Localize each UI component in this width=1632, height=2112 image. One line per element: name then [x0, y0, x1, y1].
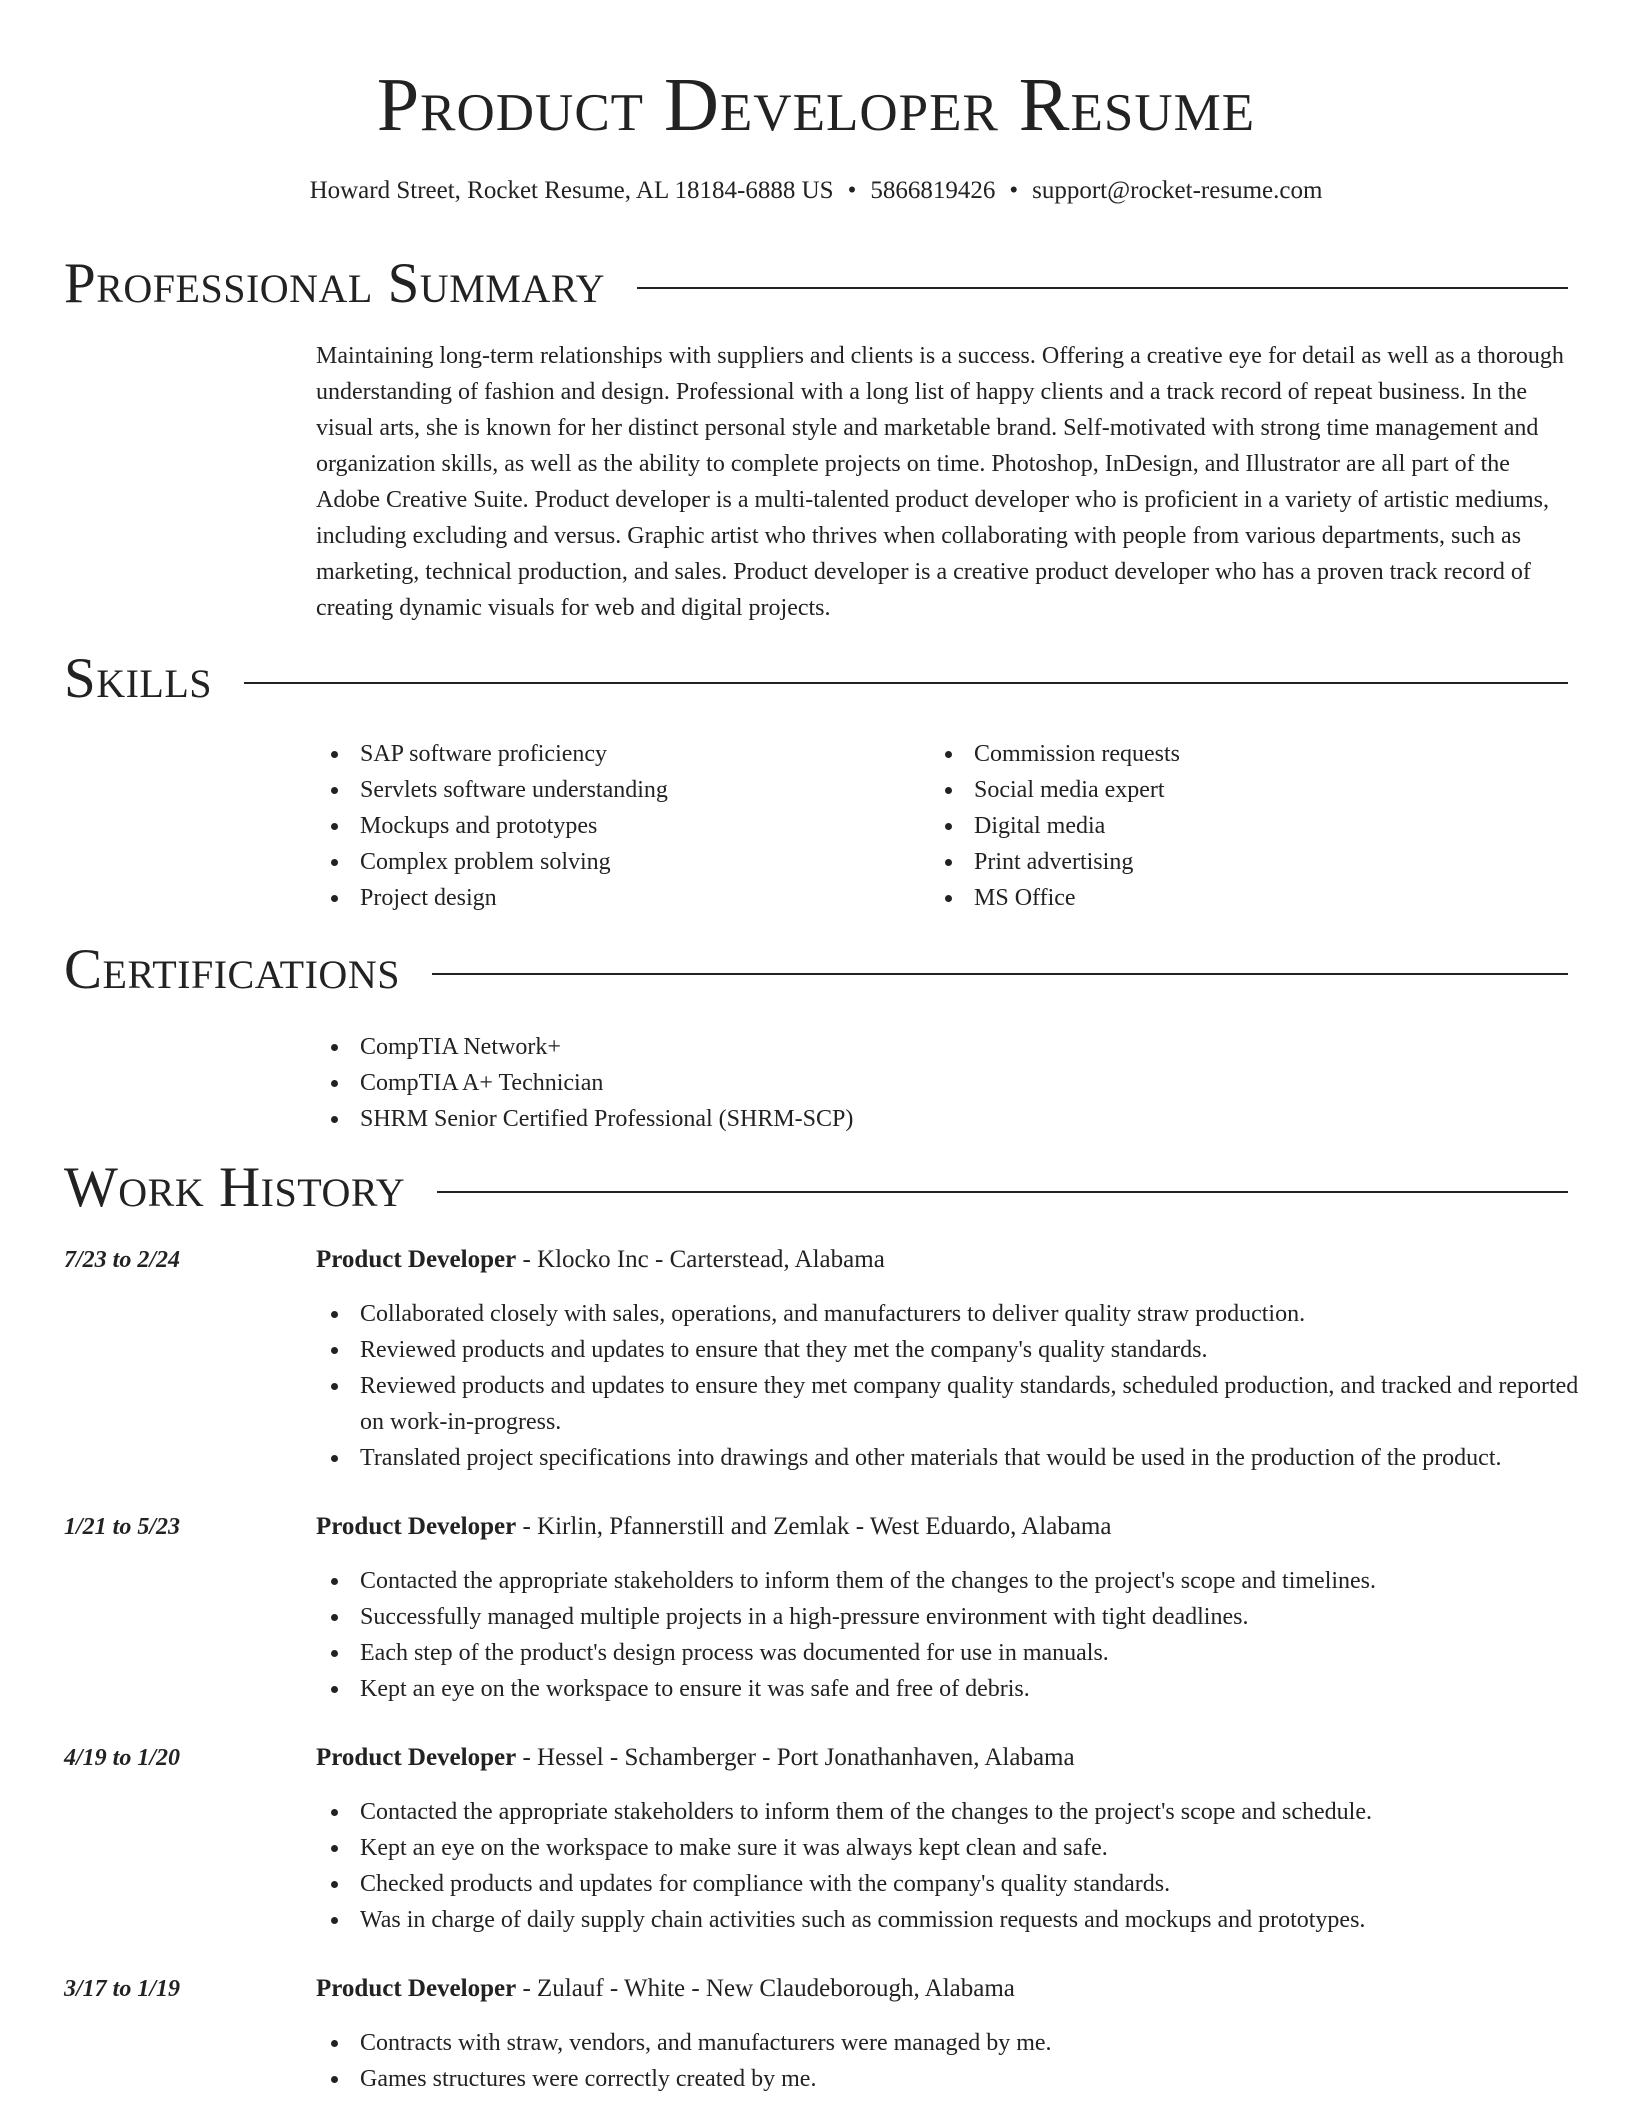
certification-item: SHRM Senior Certified Professional (SHRM-SCP) [316, 1101, 853, 1137]
work-history-section-header [64, 1156, 1568, 1220]
skill-item: MS Office [930, 880, 1180, 916]
contact-address: Howard Street, Rocket Resume, AL 18184-6888 US [309, 177, 834, 204]
job-dates: 3/17 to 1/19 [64, 1976, 181, 2002]
section-divider [432, 973, 1568, 975]
job-bullet: Contacted the appropriate stakeholders to inform them of the changes to the project's scope and timelines. [316, 1563, 1581, 1599]
job-dates: 4/19 to 1/20 [64, 1745, 181, 1771]
job-bullets [316, 1563, 1581, 1707]
job-role: Product Developer [316, 1246, 517, 1273]
job-bullet: Reviewed products and updates to ensure that they met the company's quality standards. [316, 1332, 1581, 1368]
skill-item: Servlets software understanding [316, 772, 668, 808]
skills-list-left [316, 736, 668, 916]
job-bullet: Checked products and updates for compliance with the company's quality standards. [316, 1866, 1581, 1902]
job-bullet: Games structures were correctly created by me. [316, 2061, 1581, 2097]
job-dates: 7/23 to 2/24 [64, 1247, 181, 1273]
job-bullet: Each step of the product's design process was documented for use in manuals. [316, 1635, 1581, 1671]
skill-item: Mockups and prototypes [316, 808, 668, 844]
contact-line [0, 174, 1632, 208]
resume-title: Product Developer Resume [376, 63, 1256, 147]
job-company: - Klocko Inc - Carterstead, Alabama [516, 1246, 885, 1273]
certifications-heading: Certifications [64, 938, 400, 1001]
job-bullet: Collaborated closely with sales, operations, and manufacturers to deliver quality straw production. [316, 1296, 1581, 1332]
skills-section-header [64, 647, 1568, 711]
summary-text: Maintaining long-term relationships with suppliers and clients is a success. Offering a creative eye for detail as well as a thorough understanding of fashion and design. Professional with a long list of happy clients and a track record of repeat business. In the visual arts, she is known for her distinct personal style and marketable brand. Self-motivated with strong time management and organization skills, as well as the ability to complete projects on time. Photoshop, InDesign, and Illustrator are all part of the Adobe Creative Suite. Product developer is a multi-talented product developer who is proficient in a variety of artistic mediums, including excluding and versus. Graphic artist who thrives when collaborating with people from various departments, such as marketing, technical production, and sales. Product developer is a creative product developer who has a proven track record of creating dynamic visuals for web and digital projects. [316, 343, 1564, 621]
contact-separator: • [847, 177, 857, 204]
job-bullet: Translated project specifications into drawings and other materials that would be used in the production of the product. [316, 1440, 1581, 1476]
job-bullet: Reviewed products and updates to ensure they met company quality standards, scheduled production, and tracked and reported on work-in-progress. [316, 1368, 1581, 1440]
contact-phone: 5866819426 [870, 177, 996, 204]
job-title-line [316, 1740, 1075, 1776]
job-bullets [316, 1794, 1581, 1938]
job-role: Product Developer [316, 1975, 517, 2002]
job-bullets [316, 1296, 1581, 1476]
section-divider [437, 1191, 1568, 1193]
skill-item: Project design [316, 880, 668, 916]
skill-item: Print advertising [930, 844, 1180, 880]
certification-item: CompTIA Network+ [316, 1029, 853, 1065]
job-bullet: Kept an eye on the workspace to ensure it was safe and free of debris. [316, 1671, 1581, 1707]
section-divider [244, 682, 1568, 684]
skills-heading: Skills [64, 647, 213, 710]
contact-separator: • [1009, 177, 1019, 204]
skill-item: SAP software proficiency [316, 736, 668, 772]
job-role: Product Developer [316, 1744, 517, 1771]
job-role: Product Developer [316, 1513, 517, 1540]
job-company: - Zulauf - White - New Claudeborough, Alabama [516, 1975, 1015, 2002]
job-bullet: Contacted the appropriate stakeholders to inform them of the changes to the project's scope and schedule. [316, 1794, 1581, 1830]
job-title-line [316, 1242, 885, 1278]
job-bullet: Kept an eye on the workspace to make sure it was always kept clean and safe. [316, 1830, 1581, 1866]
job-bullet: Contracts with straw, vendors, and manufacturers were managed by me. [316, 2025, 1581, 2061]
job-title-line [316, 1509, 1111, 1545]
job-bullet: Successfully managed multiple projects in a high-pressure environment with tight deadlines. [316, 1599, 1581, 1635]
work-history-heading: Work History [64, 1156, 406, 1219]
contact-email: support@rocket-resume.com [1032, 177, 1323, 204]
certifications-section-header [64, 938, 1568, 1002]
skill-item: Social media expert [930, 772, 1180, 808]
section-divider [637, 287, 1568, 289]
job-title-line [316, 1971, 1015, 2007]
certification-item: CompTIA A+ Technician [316, 1065, 853, 1101]
job-bullets [316, 2025, 1581, 2097]
certifications-list [316, 1029, 853, 1137]
skill-item: Digital media [930, 808, 1180, 844]
job-company: - Hessel - Schamberger - Port Jonathanhaven, Alabama [516, 1744, 1075, 1771]
summary-heading: Professional Summary [64, 252, 606, 315]
skill-item: Complex problem solving [316, 844, 668, 880]
job-dates: 1/21 to 5/23 [64, 1514, 181, 1540]
job-bullet: Was in charge of daily supply chain activities such as commission requests and mockups and prototypes. [316, 1902, 1581, 1938]
summary-section-header [64, 252, 1568, 316]
skills-list-right [930, 736, 1180, 916]
job-company: - Kirlin, Pfannerstill and Zemlak - West Eduardo, Alabama [516, 1513, 1112, 1540]
skill-item: Commission requests [930, 736, 1180, 772]
